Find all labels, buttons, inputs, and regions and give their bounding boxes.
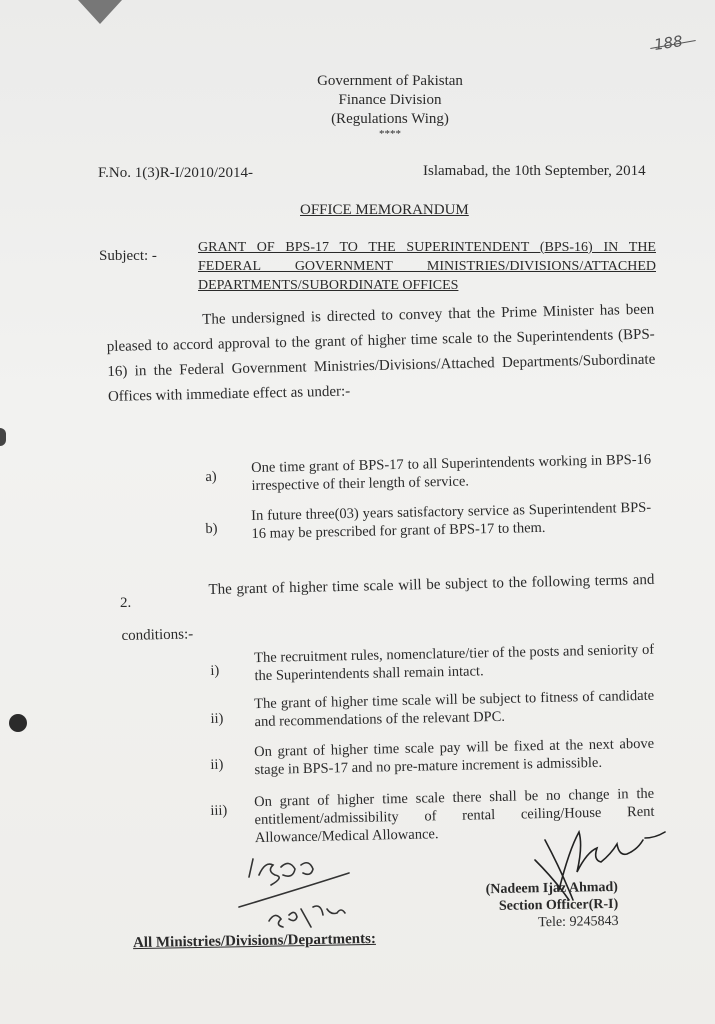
list-item [210,686,671,736]
item-marker: ii) [210,756,224,773]
edge-mark [0,428,6,446]
paragraph-2: The grant of higher time scale will be subject to the following terms and conditions:- [121,571,655,644]
header-stars: **** [379,128,401,140]
signatory-name: (Nadeem Ijaz Ahmad) [485,879,619,898]
page-number: 188 [652,32,684,54]
signatory-tel: Tele: 9245843 [538,913,619,931]
paragraph-2-number: 2. [120,595,132,611]
header-line-3: (Regulations Wing) [331,111,449,127]
subject-text: GRANT OF BPS-17 TO THE SUPERINTENDENT (BPS-16) IN THE FEDERAL GOVERNMENT MINISTRIES/DIVISIONS/ATTACHED DEPARTMENTS/SUBORDINATE OFFICES [198,240,656,293]
signatory-block [486,879,619,932]
letterhead [250,72,530,139]
item-marker: i) [210,662,220,679]
item-text: On grant of higher time scale pay will be fixed at the next above stage in BPS-17 and no pre-mature increment is admissible. [254,735,655,779]
item-marker: ii) [210,710,224,727]
item-text: The recruitment rules, nomenclature/tier of the posts and seniority of the Superintendents shall remain intact. [254,641,655,685]
list-item [210,640,671,690]
header-line-2: Finance Division [338,92,442,108]
memo-title: OFFICE MEMORANDUM [300,202,469,218]
item-text: In future three(03) years satisfactory service as Superintendent BPS-16 may be prescribed for grant of BPS-17 to them. [251,499,652,543]
item-text: On grant of higher time scale there shall be no change in the entitlement/admissibility of rental ceiling/House Rent Allowance/Medical Allowance. [254,785,655,847]
item-marker: iii) [210,802,228,819]
list-item [205,498,666,548]
list-item [210,734,671,784]
list-item [205,450,666,500]
handwritten-note [235,845,385,935]
item-marker: a) [205,468,217,485]
corner-fold [78,0,122,24]
punch-hole [9,714,27,732]
addressee: All Ministries/Divisions/Departments: [132,930,377,952]
item-text: The grant of higher time scale will be subject to fitness of candidate and recommendations of the relevant DPC. [254,687,655,731]
subject-label: Subject: - [99,248,157,264]
item-text: One time grant of BPS-17 to all Superintendents working in BPS-16 irrespective of their length of service. [251,451,652,495]
place-date: Islamabad, the 10th September, 2014 [423,163,646,179]
signatory-designation: Section Officer(R-I) [498,896,619,914]
header-line-1: Government of Pakistan [317,73,463,89]
paragraph-1: The undersigned is directed to convey that the Prime Minister has been pleased to accord approval to the grant of higher time scale to the Superintendents (BPS-16) in the Federal Government Ministries/Divisions/Attached Departments/Subordinate Offices with immediate effect as under:- [106,301,656,405]
item-marker: b) [205,520,218,537]
file-number: F.No. 1(3)R-I/2010/2014- [98,165,254,181]
